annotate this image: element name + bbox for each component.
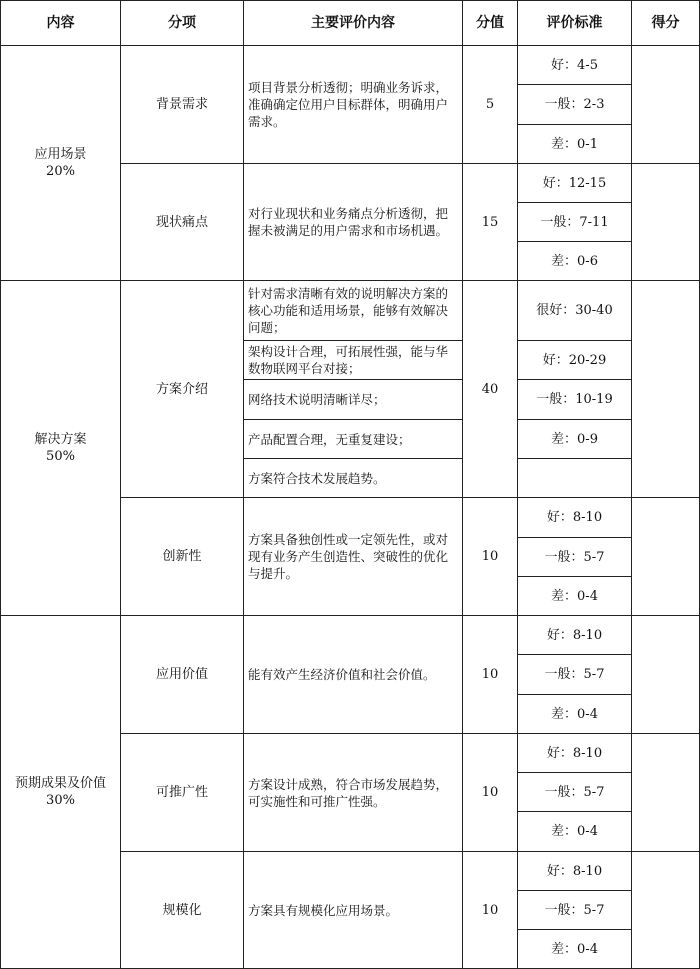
section-cell xyxy=(1,616,120,968)
criteria-cell: 差：0-9 xyxy=(551,431,598,447)
criteria-cell: 差：0-4 xyxy=(551,941,598,957)
item-score: 10 xyxy=(481,785,499,800)
item-score: 10 xyxy=(481,902,499,918)
criteria-cell: 一般：5-7 xyxy=(544,902,605,918)
grid-line xyxy=(517,458,631,459)
header-main-content: 主要评价内容 xyxy=(311,14,395,31)
criteria-cell: 好：8-10 xyxy=(546,745,603,761)
criteria-cell: 差：0-4 xyxy=(551,824,598,839)
item-name: 规模化 xyxy=(162,902,202,918)
criteria-cell: 好：12-15 xyxy=(542,175,607,191)
criteria-cell: 好：20-29 xyxy=(542,352,607,368)
section-name: 预期成果及价值 xyxy=(14,776,106,791)
criteria-cell: 一般：5-7 xyxy=(544,549,605,565)
item-content: 方案符合技术发展趋势。 xyxy=(248,470,386,486)
item-name: 可推广性 xyxy=(155,785,208,800)
criteria-cell: 一般：2-3 xyxy=(544,97,605,112)
item-name: 创新性 xyxy=(162,549,202,564)
item-name: 现状痛点 xyxy=(155,214,208,230)
section-cell xyxy=(1,46,120,280)
item-content: 针对需求清晰有效的说明解决方案的核心功能和适用场景，能够有效解决问题； xyxy=(248,286,449,335)
section-name: 解决方案 xyxy=(34,432,87,447)
section-weight: 20% xyxy=(46,164,75,179)
criteria-cell: 一般：7-11 xyxy=(540,214,609,230)
criteria-cell: 好：8-10 xyxy=(546,510,603,525)
item-score: 15 xyxy=(481,214,499,230)
header-content: 内容 xyxy=(46,14,75,31)
section-weight: 50% xyxy=(46,449,75,464)
criteria-cell: 很好：30-40 xyxy=(536,303,613,318)
item-content: 方案设计成熟，符合市场发展趋势，可实施性和可推广性强。 xyxy=(248,776,449,809)
item-name: 应用价值 xyxy=(155,667,208,682)
item-name: 背景需求 xyxy=(155,97,208,112)
criteria-cell: 一般：10-19 xyxy=(536,392,613,407)
section-name: 应用场景 xyxy=(34,147,87,162)
item-content: 产品配置合理，无重复建设； xyxy=(248,431,411,447)
item-content: 对行业现状和业务痛点分析透彻，把握未被满足的用户需求和市场机遇。 xyxy=(248,206,449,238)
criteria-cell: 差：0-4 xyxy=(551,588,598,604)
criteria-cell: 一般：5-7 xyxy=(544,667,605,682)
item-content: 能有效产生经济价值和社会价值。 xyxy=(248,667,436,682)
criteria-cell: 一般：5-7 xyxy=(544,784,605,800)
item-score: 5 xyxy=(485,97,495,112)
criteria-cell: 差：0-1 xyxy=(551,136,598,152)
item-content: 项目背景分析透彻；明确业务诉求，准确确定位用户目标群体，明确用户需求。 xyxy=(248,80,449,129)
header-points: 得分 xyxy=(651,14,680,31)
item-content: 方案具有规模化应用场景。 xyxy=(248,902,399,918)
criteria-cell: 好：4-5 xyxy=(551,57,598,73)
header-score: 分值 xyxy=(476,14,504,31)
criteria-cell: 好：8-10 xyxy=(546,863,603,879)
section-weight: 30% xyxy=(46,793,75,808)
item-score: 10 xyxy=(481,549,499,564)
item-content: 架构设计合理，可拓展性强，能与华数物联网平台对接； xyxy=(248,344,449,376)
item-score: 40 xyxy=(481,381,499,397)
item-content: 方案具备独创性或一定领先性，或对现有业务产生创造性、突破性的优化与提升。 xyxy=(248,532,449,581)
item-score: 10 xyxy=(481,667,499,682)
header-item: 分项 xyxy=(168,14,196,31)
criteria-cell: 差：0-4 xyxy=(551,706,598,722)
criteria-cell: 差：0-6 xyxy=(551,253,598,269)
item-name: 方案介绍 xyxy=(155,381,208,397)
grid-line xyxy=(631,0,632,969)
criteria-cell: 好：8-10 xyxy=(546,627,603,643)
item-content: 网络技术说明清晰详尽； xyxy=(248,392,386,407)
header-criteria: 评价标准 xyxy=(546,14,603,31)
section-cell xyxy=(1,281,120,615)
